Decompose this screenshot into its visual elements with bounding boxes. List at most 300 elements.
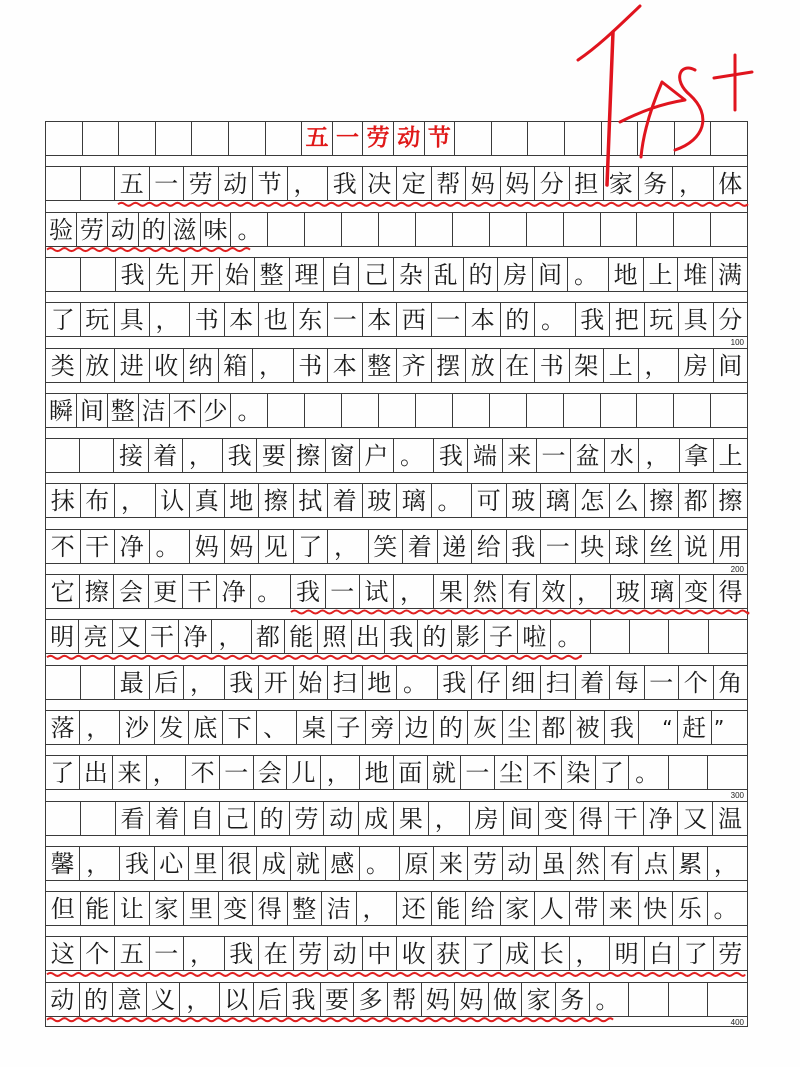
- grid-cell: 给: [472, 530, 507, 563]
- grid-cell: 就: [428, 756, 462, 789]
- grid-cell: 灰: [468, 711, 502, 744]
- grid-cell: 玻: [611, 575, 645, 608]
- grid-cell: ，: [639, 439, 679, 472]
- grid-cell: 乱: [429, 258, 464, 291]
- grid-cell: 有: [503, 575, 537, 608]
- grid-cell: 么: [610, 484, 645, 517]
- grid-cell: 我: [507, 530, 542, 563]
- word-count-marker: 100: [730, 338, 744, 348]
- grid-cell: 接: [114, 439, 148, 472]
- grid-cell: 拿: [680, 439, 714, 472]
- grid-cell: 成: [359, 802, 394, 835]
- grid-cell: 个: [81, 937, 116, 970]
- grid-cell: 。: [231, 394, 268, 427]
- grid-cell: 地: [363, 666, 398, 699]
- text-row: [46, 257, 747, 292]
- word-count-marker: 200: [730, 564, 744, 574]
- grid-cell: 然: [571, 847, 605, 880]
- grid-cell: 始: [220, 258, 255, 291]
- grid-cell: 地: [360, 756, 394, 789]
- grid-cell: 上: [604, 349, 639, 382]
- grid-cell: 味: [201, 213, 232, 246]
- grid-cell: 擦: [291, 439, 325, 472]
- grid-cell: 来: [113, 756, 147, 789]
- grid-cell: 细: [507, 666, 542, 699]
- grid-cell: 心: [155, 847, 189, 880]
- grid-cell: 果: [434, 575, 468, 608]
- grid-cell: [490, 213, 527, 246]
- grid-cell: 劳: [718, 940, 743, 969]
- grid-cell: [591, 620, 630, 653]
- grid-cell: 看: [116, 802, 151, 835]
- grid-cell: 劳: [77, 213, 108, 246]
- grid-cell: 赶: [678, 711, 712, 744]
- text-row: [46, 665, 747, 700]
- grid-cell: 瞬: [46, 394, 77, 427]
- grid-cell: 家: [522, 983, 556, 1016]
- grid-cell: [46, 439, 80, 472]
- grid-cell: ，: [150, 303, 191, 336]
- grid-cell: 。: [432, 484, 473, 517]
- grid-cell: 五: [115, 937, 150, 970]
- grid-cell: 一: [461, 756, 495, 789]
- grid-cell: ，: [429, 802, 470, 835]
- text-row: [46, 574, 747, 609]
- grid-cell: 快: [639, 892, 674, 925]
- grid-cell: 体: [718, 170, 743, 199]
- grid-cell: 我: [576, 303, 611, 336]
- title-cell: [229, 122, 266, 155]
- grid-cell: 旁: [366, 711, 400, 744]
- grid-cell: 能: [432, 892, 467, 925]
- title-cell: 动: [394, 122, 425, 155]
- grid-cell: 。: [535, 303, 576, 336]
- grid-cell: 分: [535, 167, 570, 200]
- grid-cell: 一: [326, 575, 360, 608]
- grid-cell: 沙: [120, 711, 154, 744]
- grid-cell: 都: [679, 484, 714, 517]
- title-cell: [156, 122, 193, 155]
- grid-cell: 成: [257, 847, 291, 880]
- grid-cell: 务: [556, 983, 590, 1016]
- grid-cell: 上: [644, 258, 679, 291]
- grid-cell: 我: [328, 167, 363, 200]
- grid-cell: ，: [288, 167, 329, 200]
- grid-cell: 收: [150, 349, 185, 382]
- grid-cell: 己: [220, 802, 255, 835]
- text-row: [46, 438, 747, 473]
- grid-cell: 都: [252, 620, 285, 653]
- grid-cell: 里: [189, 847, 223, 880]
- grid-cell: 干: [146, 620, 179, 653]
- grid-cell: 动: [328, 937, 363, 970]
- grid-cell: 窗: [326, 439, 360, 472]
- grid-cell: 在: [259, 937, 294, 970]
- grid-cell: [46, 666, 81, 699]
- grid-cell: 了: [679, 937, 714, 970]
- grid-cell: ，: [673, 167, 714, 200]
- grid-cell: 西: [397, 303, 432, 336]
- grid-cell: [342, 213, 379, 246]
- grid-cell: ，: [184, 666, 225, 699]
- grid-cell: 。: [629, 756, 669, 789]
- grid-cell: 帮: [388, 983, 422, 1016]
- grid-cell: 了: [466, 937, 501, 970]
- grid-cell: 地: [225, 484, 260, 517]
- grid-cell: 玩: [645, 303, 680, 336]
- title-cell: [455, 122, 492, 155]
- grid-cell: 验: [46, 213, 77, 246]
- grid-cell: 本: [225, 303, 260, 336]
- grid-cell: 认: [156, 484, 191, 517]
- title-cell: [528, 122, 565, 155]
- grid-cell: 一: [645, 666, 680, 699]
- grid-cell: 。: [360, 847, 400, 880]
- grid-cell: 试: [360, 575, 394, 608]
- grid-cell: 家: [501, 892, 536, 925]
- grid-cell: 书: [294, 349, 329, 382]
- title-cell: [638, 122, 675, 155]
- grid-cell: [80, 439, 114, 472]
- grid-cell: 明: [610, 937, 645, 970]
- grid-cell: 。: [251, 575, 291, 608]
- text-row: [46, 936, 747, 971]
- grid-cell: [416, 394, 453, 427]
- grid-cell: 我: [438, 666, 473, 699]
- grid-cell: [81, 802, 116, 835]
- grid-cell: 动: [324, 802, 359, 835]
- grid-cell: 房: [498, 258, 533, 291]
- grid-cell: 担: [570, 167, 605, 200]
- grid-cell: [630, 620, 669, 653]
- grid-cell: 意: [113, 983, 147, 1016]
- grid-cell: 的: [418, 620, 451, 653]
- grid-cell: 书: [190, 303, 225, 336]
- grid-cell: 被: [571, 711, 605, 744]
- grid-cell: 帮: [432, 167, 467, 200]
- grid-cell: 尘: [495, 756, 529, 789]
- grid-cell: 得: [253, 892, 288, 925]
- grid-cell: 间: [504, 802, 539, 835]
- grid-cell: 、: [257, 711, 297, 744]
- grid-cell: 面: [394, 756, 428, 789]
- grid-cell: 后: [254, 983, 288, 1016]
- grid-cell: 桌: [297, 711, 331, 744]
- grid-cell: 但: [46, 892, 81, 925]
- grid-cell: 定: [397, 167, 432, 200]
- grid-cell: 我: [605, 711, 639, 744]
- grid-cell: ，: [571, 575, 611, 608]
- grid-cell: [564, 394, 601, 427]
- grid-cell: 我: [225, 666, 260, 699]
- grid-cell: 了: [596, 756, 630, 789]
- grid-cell: 摆: [432, 349, 467, 382]
- grid-cell: [674, 394, 711, 427]
- text-row: [46, 302, 747, 337]
- grid-cell: 着: [403, 530, 438, 563]
- grid-cell: ，: [212, 620, 251, 653]
- grid-cell: 温: [718, 804, 743, 833]
- grid-cell: ，: [80, 847, 120, 880]
- grid-cell: 底: [189, 711, 223, 744]
- grid-cell: ，: [183, 439, 223, 472]
- grid-cell: 净: [179, 620, 212, 653]
- grid-cell: 间: [77, 394, 108, 427]
- grid-cell: 人: [535, 892, 570, 925]
- grid-cell: 妈: [422, 983, 456, 1016]
- grid-cell: 又: [678, 802, 713, 835]
- title-cell: [675, 122, 712, 155]
- grid-cell: 干: [81, 530, 116, 563]
- grid-cell: 整: [255, 258, 290, 291]
- grid-cell: 璃: [541, 484, 576, 517]
- grid-cell: 里: [184, 892, 219, 925]
- title-cell: [83, 122, 120, 155]
- grid-cell: 本: [363, 303, 398, 336]
- grid-cell: 很: [223, 847, 257, 880]
- grid-cell: 进: [115, 349, 150, 382]
- grid-cell: ，: [639, 349, 680, 382]
- grid-cell: 成: [501, 937, 536, 970]
- grid-cell: 房: [679, 349, 714, 382]
- grid-cell: 我: [225, 937, 260, 970]
- grid-cell: 自: [185, 802, 220, 835]
- grid-cell: [601, 213, 638, 246]
- title-cell: [266, 122, 303, 155]
- grid-cell: [674, 213, 711, 246]
- text-row: [46, 982, 747, 1017]
- grid-cell: 劳: [184, 167, 219, 200]
- grid-cell: 。: [397, 666, 438, 699]
- grid-cell: 分: [718, 306, 743, 335]
- grid-cell: 一: [541, 530, 576, 563]
- grid-cell: 还: [397, 892, 432, 925]
- grid-cell: ，: [713, 849, 738, 878]
- grid-cell: 多: [354, 983, 388, 1016]
- grid-cell: 具: [115, 303, 150, 336]
- grid-cell: 本: [466, 303, 501, 336]
- grid-cell: 自: [324, 258, 359, 291]
- grid-cell: 。: [150, 530, 191, 563]
- grid-cell: 一: [537, 439, 571, 472]
- grid-cell: 更: [149, 575, 183, 608]
- grid-cell: 布: [81, 484, 116, 517]
- grid-cell: [416, 213, 453, 246]
- title-cell: 五: [302, 122, 333, 155]
- grid-cell: 累: [674, 847, 708, 880]
- grid-cell: [527, 213, 564, 246]
- grid-cell: 做: [489, 983, 523, 1016]
- grid-cell: 抹: [46, 484, 81, 517]
- grid-cell: 变: [680, 575, 714, 608]
- grid-cell: 效: [537, 575, 571, 608]
- grid-cell: 每: [610, 666, 645, 699]
- grid-cell: 拭: [294, 484, 329, 517]
- grid-cell: [709, 620, 747, 653]
- grid-cell: [453, 394, 490, 427]
- grid-cell: 点: [639, 847, 673, 880]
- grid-cell: [268, 394, 305, 427]
- grid-cell: 的: [434, 711, 468, 744]
- grid-cell: 以: [220, 983, 254, 1016]
- grid-cell: 下: [223, 711, 257, 744]
- grid-cell: 整: [108, 394, 139, 427]
- grid-cell: 擦: [80, 575, 114, 608]
- grid-cell: 妈: [190, 530, 225, 563]
- grid-cell: 原: [400, 847, 434, 880]
- grid-cell: 子: [485, 620, 518, 653]
- grid-cell: 动: [108, 213, 139, 246]
- grid-cell: [453, 213, 490, 246]
- grid-cell: 不: [46, 530, 81, 563]
- grid-cell: ，: [328, 530, 369, 563]
- grid-cell: 东: [294, 303, 329, 336]
- title-cell: 劳: [363, 122, 394, 155]
- grid-cell: 洁: [322, 892, 357, 925]
- grid-cell: [637, 213, 674, 246]
- grid-cell: 照: [318, 620, 351, 653]
- grid-cell: 滋: [170, 213, 201, 246]
- grid-cell: [379, 394, 416, 427]
- grid-cell: 开: [259, 666, 294, 699]
- grid-cell: [527, 394, 564, 427]
- grid-cell: [711, 213, 747, 246]
- grid-cell: 纳: [184, 349, 219, 382]
- grid-cell: 让: [115, 892, 150, 925]
- grid-cell: 着: [576, 666, 611, 699]
- grid-cell: 净: [217, 575, 251, 608]
- grid-cell: 着: [328, 484, 363, 517]
- grid-cell: 着: [149, 439, 183, 472]
- grid-cell: 怎: [576, 484, 611, 517]
- grid-cell: 见: [259, 530, 294, 563]
- grid-cell: 决: [363, 167, 398, 200]
- grid-cell: [46, 167, 81, 200]
- grid-cell: 它: [46, 575, 80, 608]
- grid-cell: 变: [219, 892, 254, 925]
- grid-cell: 我: [434, 439, 468, 472]
- grid-cell: 用: [718, 532, 743, 561]
- grid-cell: 玩: [81, 303, 116, 336]
- grid-cell: [669, 620, 708, 653]
- grid-cell: 璃: [645, 575, 679, 608]
- text-row: [46, 529, 747, 564]
- grid-cell: 。: [394, 439, 434, 472]
- grid-cell: 房: [470, 802, 505, 835]
- grid-cell: 扫: [541, 666, 576, 699]
- grid-cell: 把: [610, 303, 645, 336]
- grid-cell: 给: [466, 892, 501, 925]
- grid-cell: 水: [605, 439, 639, 472]
- grid-cell: [669, 983, 709, 1016]
- grid-cell: ，: [80, 711, 120, 744]
- grid-cell: 的: [255, 802, 290, 835]
- grid-cell: 净: [644, 802, 679, 835]
- title-cell: 节: [425, 122, 456, 155]
- grid-cell: [564, 213, 601, 246]
- grid-cell: 的: [501, 303, 536, 336]
- grid-cell: 就: [291, 847, 325, 880]
- grid-cell: 边: [400, 711, 434, 744]
- grid-cell: 妈: [455, 983, 489, 1016]
- grid-cell: 递: [438, 530, 473, 563]
- grid-cell: [601, 394, 638, 427]
- title-cell: [192, 122, 229, 155]
- grid-cell: 扫: [328, 666, 363, 699]
- grid-cell: [46, 258, 81, 291]
- text-row: [46, 846, 747, 881]
- writing-grid: [45, 121, 748, 1027]
- grid-cell: 亮: [79, 620, 112, 653]
- text-row: [46, 619, 747, 654]
- grid-cell: 虽: [537, 847, 571, 880]
- grid-cell: 白: [645, 937, 680, 970]
- text-row: [46, 212, 747, 247]
- grid-cell: 我: [291, 575, 325, 608]
- grid-cell: 。: [590, 983, 630, 1016]
- grid-cell: [342, 394, 379, 427]
- grid-cell: 发: [155, 711, 189, 744]
- grid-cell: ，: [147, 756, 187, 789]
- grid-cell: 类: [46, 349, 81, 382]
- grid-cell: 我: [120, 847, 154, 880]
- grid-cell: 堆: [678, 258, 713, 291]
- title-cell: [565, 122, 602, 155]
- grid-cell: 户: [360, 439, 394, 472]
- title-cell: [492, 122, 529, 155]
- grid-cell: [81, 258, 116, 291]
- grid-cell: 妈: [225, 530, 260, 563]
- grid-cell: 一: [220, 756, 254, 789]
- grid-cell: “: [639, 711, 677, 744]
- grid-cell: 了: [46, 303, 81, 336]
- title-cell: [119, 122, 156, 155]
- grid-cell: 玻: [363, 484, 398, 517]
- grid-cell: 理: [290, 258, 325, 291]
- grid-cell: 具: [679, 303, 714, 336]
- grid-cell: 最: [115, 666, 150, 699]
- grid-cell: 馨: [46, 847, 80, 880]
- grid-cell: 能: [81, 892, 116, 925]
- grid-cell: 染: [562, 756, 596, 789]
- grid-cell: ，: [253, 349, 294, 382]
- grid-cell: 不: [186, 756, 220, 789]
- grid-cell: 少: [201, 394, 232, 427]
- grid-cell: ，: [180, 983, 220, 1016]
- grid-cell: 满: [718, 260, 743, 289]
- grid-cell: 尘: [503, 711, 537, 744]
- grid-cell: [708, 983, 747, 1016]
- grid-cell: 间: [718, 351, 743, 380]
- grid-cell: 这: [46, 937, 81, 970]
- grid-cell: [379, 213, 416, 246]
- grid-cell: 务: [639, 167, 674, 200]
- grid-cell: 。: [713, 895, 738, 924]
- grid-cell: [46, 802, 81, 835]
- grid-cell: 了: [46, 756, 80, 789]
- grid-cell: 节: [253, 167, 288, 200]
- grid-cell: 的: [139, 213, 170, 246]
- text-row: [46, 891, 747, 926]
- grid-cell: 得: [718, 578, 743, 606]
- grid-cell: 擦: [259, 484, 294, 517]
- grid-cell: [669, 756, 709, 789]
- grid-cell: 盆: [571, 439, 605, 472]
- grid-cell: 啦: [518, 620, 551, 653]
- grid-cell: 获: [432, 937, 467, 970]
- grid-cell: 个: [679, 666, 714, 699]
- grid-cell: 要: [321, 983, 355, 1016]
